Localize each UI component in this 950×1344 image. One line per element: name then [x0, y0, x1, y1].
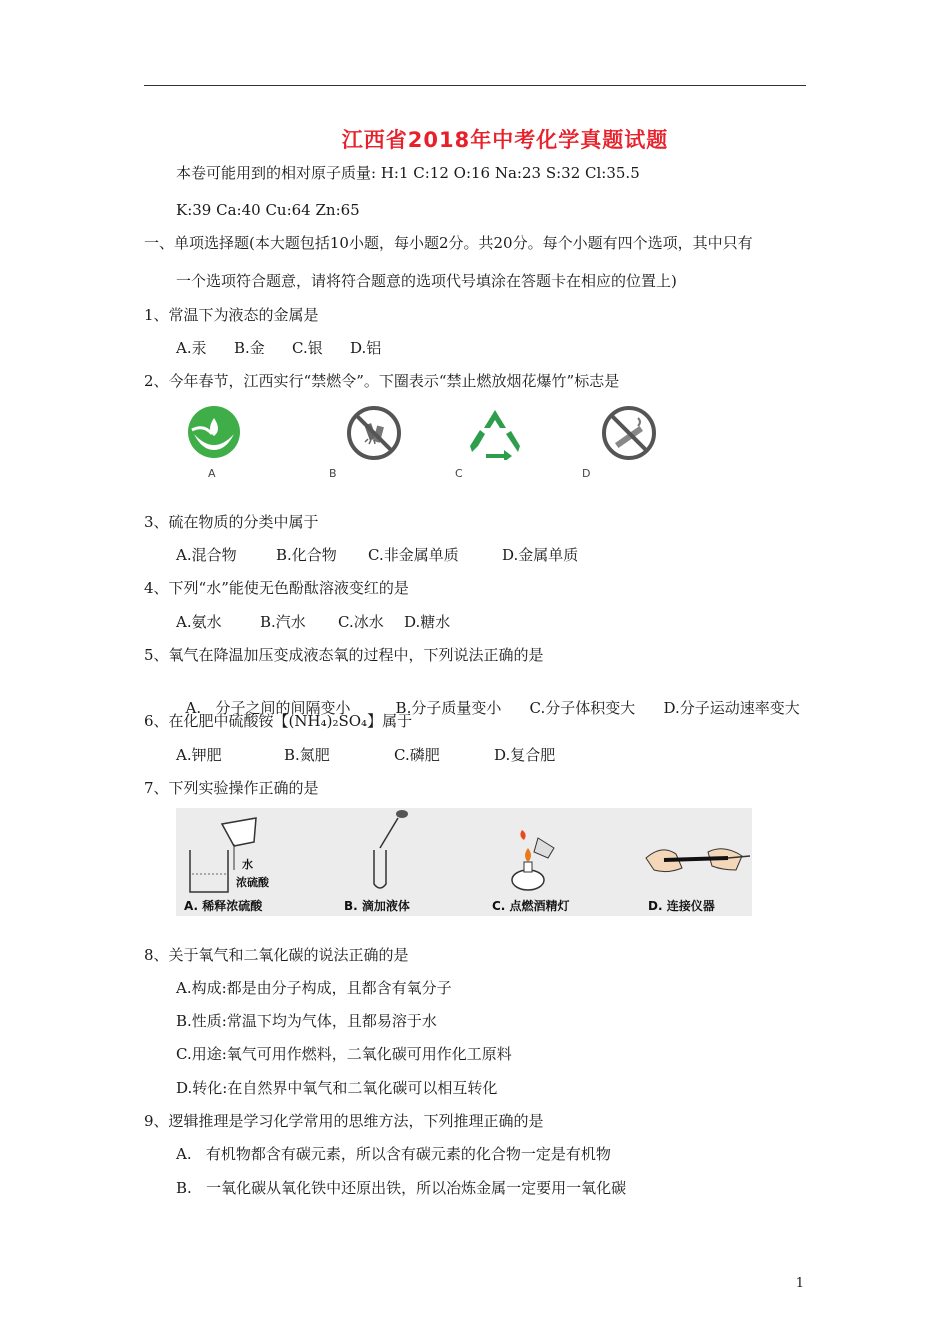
- intro-line-1: 本卷可能用到的相对原子质量: H:1 C:12 O:16 Na:23 S:32 Cl:35.5: [176, 164, 640, 182]
- page-title: 江西省2018年中考化学真题试题: [341, 128, 669, 152]
- question-stem-7: 7、下列实验操作正确的是: [144, 779, 319, 797]
- question-stem-4: 4、下列“水”能使无色酚酞溶液变红的是: [144, 579, 409, 597]
- figure-label-water: 水: [242, 858, 253, 871]
- option: C.非金属单质: [368, 546, 459, 564]
- figure-caption-c: C. 点燃酒精灯: [492, 899, 570, 913]
- page-number: 1: [795, 1276, 804, 1291]
- figure-caption-a: A. 稀释浓硫酸: [184, 899, 263, 913]
- option: D.糖水: [404, 613, 451, 631]
- question-options-3: [176, 545, 578, 565]
- option: C.磷肥: [394, 746, 440, 764]
- water-saving-sign-icon: [186, 404, 242, 460]
- option: A.混合物: [176, 546, 237, 564]
- question-stem-9: 9、逻辑推理是学习化学常用的思维方法，下列推理正确的是: [144, 1112, 544, 1130]
- figure-label-acid: 浓硫酸: [236, 876, 269, 889]
- option: A.氨水: [176, 613, 222, 631]
- question-options-1: [176, 338, 381, 358]
- question-stem-5: 5、氧气在降温加压变成液态氧的过程中，下列说法正确的是: [144, 646, 544, 664]
- option: B.汽水: [260, 613, 306, 631]
- option-9b: B. 一氧化碳从氧化铁中还原出铁，所以冶炼金属一定要用一氧化碳: [176, 1179, 627, 1197]
- option: A.钾肥: [176, 746, 222, 764]
- figure-caption-b: B. 滴加液体: [344, 899, 410, 913]
- question-stem-3: 3、硫在物质的分类中属于: [144, 513, 319, 531]
- figure-caption-d: D. 连接仪器: [648, 899, 715, 913]
- sign-label-b: B: [329, 467, 337, 480]
- section-heading-2: 一个选项符合题意，请将符合题意的选项代号填涂在答题卡在相应的位置上): [176, 272, 677, 290]
- option-8d: D.转化:在自然界中氧气和二氧化碳可以相互转化: [176, 1079, 498, 1097]
- sign-label-c: C: [455, 467, 463, 480]
- section-heading-1: 一、单项选择题(本大题包括10小题，每小题2分。共20分。每个小题有四个选项，其中只有: [144, 234, 753, 252]
- question-stem-6: 6、在化肥中硫酸铵【(NH₄)₂SO₄】属于: [144, 712, 413, 730]
- question-stem-8: 8、关于氧气和二氧化碳的说法正确的是: [144, 946, 409, 964]
- option: A. 分子之间的间隔变小: [185, 699, 351, 717]
- option: B.金: [234, 339, 265, 357]
- option: B.氮肥: [284, 746, 330, 764]
- no-smoking-sign-icon: [600, 404, 658, 462]
- option-8b: B.性质:常温下均为气体，且都易溶于水: [176, 1012, 437, 1030]
- option: C.银: [292, 339, 323, 357]
- question-stem-1: 1、常温下为液态的金属是: [144, 306, 319, 324]
- option: D.金属单质: [502, 546, 579, 564]
- question-options-4: [176, 612, 450, 632]
- option: D.铝: [350, 339, 382, 357]
- header-rule: [144, 85, 806, 86]
- question-options-6: [176, 745, 555, 765]
- option: D.复合肥: [494, 746, 556, 764]
- recycle-sign-icon: [466, 406, 524, 460]
- sign-label-a: A: [208, 467, 216, 480]
- option-8c: C.用途:氧气可用作燃料，二氧化碳可用作化工原料: [176, 1045, 512, 1063]
- option: C.冰水: [338, 613, 384, 631]
- option: D.分子运动速率变大: [663, 699, 800, 717]
- option: B.分子质量变小: [395, 699, 502, 717]
- sign-label-d: D: [582, 467, 591, 480]
- option-9a: A. 有机物都含有碳元素，所以含有碳元素的化合物一定是有机物: [176, 1145, 611, 1163]
- option-8a: A.构成:都是由分子构成，且都含有氧分子: [176, 979, 452, 997]
- intro-line-2: K:39 Ca:40 Cu:64 Zn:65: [176, 201, 360, 219]
- question-stem-2: 2、今年春节，江西实行“禁燃令”。下圈表示“禁止燃放烟花爆竹”标志是: [144, 372, 620, 390]
- option: A.汞: [176, 339, 207, 357]
- option: C.分子体积变大: [529, 699, 636, 717]
- option: B.化合物: [276, 546, 337, 564]
- no-firecrackers-sign-icon: [345, 404, 403, 462]
- lab-operations-figure: [176, 808, 752, 916]
